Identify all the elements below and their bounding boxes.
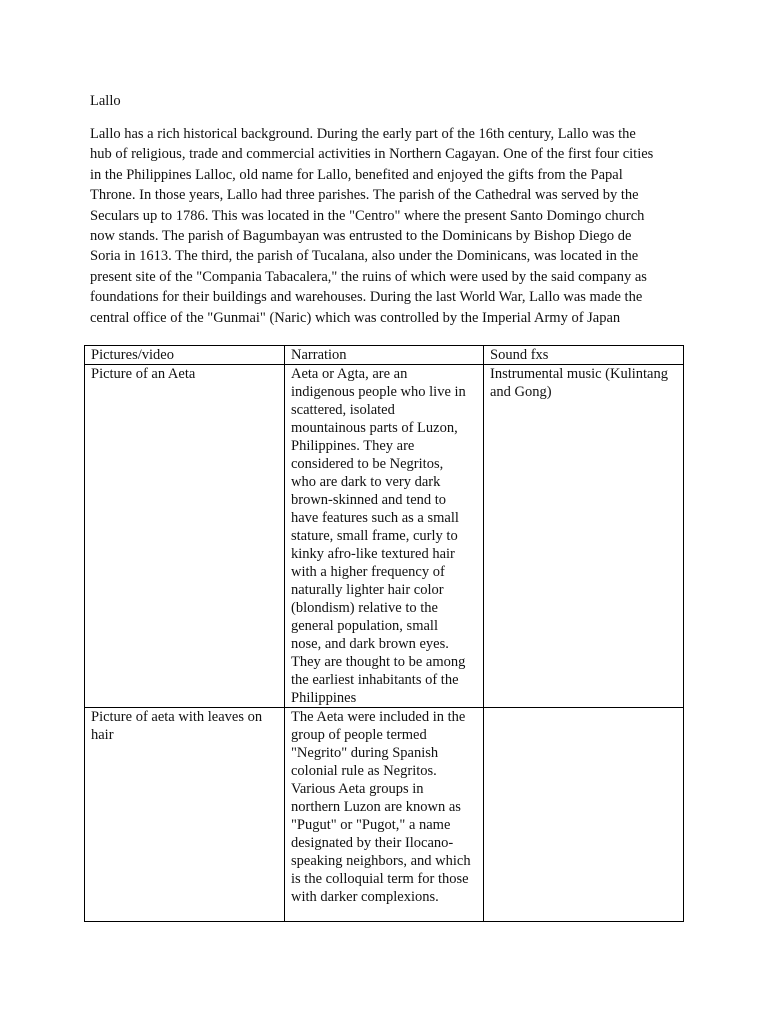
- intro-line: Seculars up to 1786. This was located in the "Centro" where the present Santo Domingo church: [90, 207, 645, 224]
- narration-cell: [285, 708, 484, 922]
- cell-line: hair: [91, 727, 114, 743]
- cell-line: Picture of aeta with leaves on: [91, 709, 263, 725]
- intro-line: foundations for their buildings and warehouses. During the last World War, Lallo was made the: [90, 289, 643, 306]
- cell-line: mountainous parts of Luzon,: [291, 420, 458, 436]
- intro-line: hub of religious, trade and commercial activities in Northern Cagayan. One of the first four cities: [90, 146, 654, 163]
- cell-line: nose, and dark brown eyes.: [291, 636, 449, 652]
- cell-line: Philippines: [291, 690, 357, 706]
- cell-line: (blondism) relative to the: [291, 600, 438, 616]
- cell-line: speaking neighbors, and which: [291, 853, 471, 869]
- cell-line: stature, small frame, curly to: [291, 528, 458, 544]
- cell-line: naturally lighter hair color: [291, 582, 444, 598]
- document-title: Lallo: [90, 93, 121, 109]
- cell-line: and Gong): [490, 384, 552, 400]
- cell-line: is the colloquial term for those: [291, 871, 469, 887]
- cell-line: Various Aeta groups in: [291, 781, 424, 797]
- cell-line: have features such as a small: [291, 510, 459, 526]
- sound-cell: [484, 365, 684, 708]
- cell-line: general population, small: [291, 618, 438, 634]
- intro-line: now stands. The parish of Bagumbayan was entrusted to the Dominicans by Bishop Diego de: [90, 228, 632, 245]
- pictures-cell: [85, 365, 285, 708]
- cell-line: indigenous people who live in: [291, 384, 466, 400]
- intro-line: Lallo has a rich historical background. During the early part of the 16th century, Lallo was the: [90, 126, 636, 142]
- cell-line: brown-skinned and tend to: [291, 492, 447, 508]
- table-row: [85, 365, 684, 708]
- cell-line: with darker complexions.: [291, 889, 439, 905]
- cell-line: "Pugut" or "Pugot," a name: [291, 817, 451, 833]
- cell-line: Philippines. They are: [291, 438, 415, 454]
- cell-line: designated by their Ilocano-: [291, 835, 454, 851]
- cell-line: colonial rule as Negritos.: [291, 763, 437, 779]
- intro-line: in the Philippines Lalloc, old name for Lallo, benefited and enjoyed the gifts from the Papal: [90, 166, 623, 183]
- table-header-row: [85, 346, 684, 365]
- pictures-cell: [85, 708, 285, 922]
- cell-line: with a higher frequency of: [291, 564, 445, 580]
- cell-line: Picture of an Aeta: [91, 366, 196, 382]
- cell-line: Aeta or Agta, are an: [291, 366, 408, 382]
- script-table: [84, 345, 684, 922]
- narration-cell: [285, 365, 484, 708]
- cell-line: The Aeta were included in the: [291, 709, 466, 725]
- intro-line: present site of the "Compania Tabacalera," the ruins of which were used by the said company as: [90, 268, 647, 285]
- intro-line: Throne. In those years, Lallo had three parishes. The parish of the Cathedral was served by the: [90, 187, 639, 204]
- cell-line: who are dark to very dark: [291, 474, 441, 490]
- cell-line: northern Luzon are known as: [291, 799, 461, 815]
- sound-cell-empty: [484, 708, 684, 922]
- cell-line: Instrumental music (Kulintang: [490, 366, 668, 382]
- cell-line: "Negrito" during Spanish: [291, 745, 439, 761]
- intro-line: central office of the "Gunmai" (Naric) which was controlled by the Imperial Army of Japan: [90, 309, 621, 326]
- cell-line: group of people termed: [291, 727, 427, 743]
- cell-line: They are thought to be among: [291, 654, 466, 670]
- header-sound-fxs: Sound fxs: [484, 346, 684, 365]
- intro-line: Soria in 1613. The third, the parish of Tucalana, also under the Dominicans, was located in the: [90, 248, 639, 265]
- cell-line: the earliest inhabitants of the: [291, 672, 459, 688]
- intro-paragraph: [90, 124, 690, 328]
- header-pictures-video: Pictures/video: [85, 346, 285, 365]
- cell-line: considered to be Negritos,: [291, 456, 444, 472]
- table-row: [85, 708, 684, 922]
- cell-line: scattered, isolated: [291, 402, 395, 418]
- cell-line: kinky afro-like textured hair: [291, 546, 455, 562]
- header-narration: Narration: [285, 346, 484, 365]
